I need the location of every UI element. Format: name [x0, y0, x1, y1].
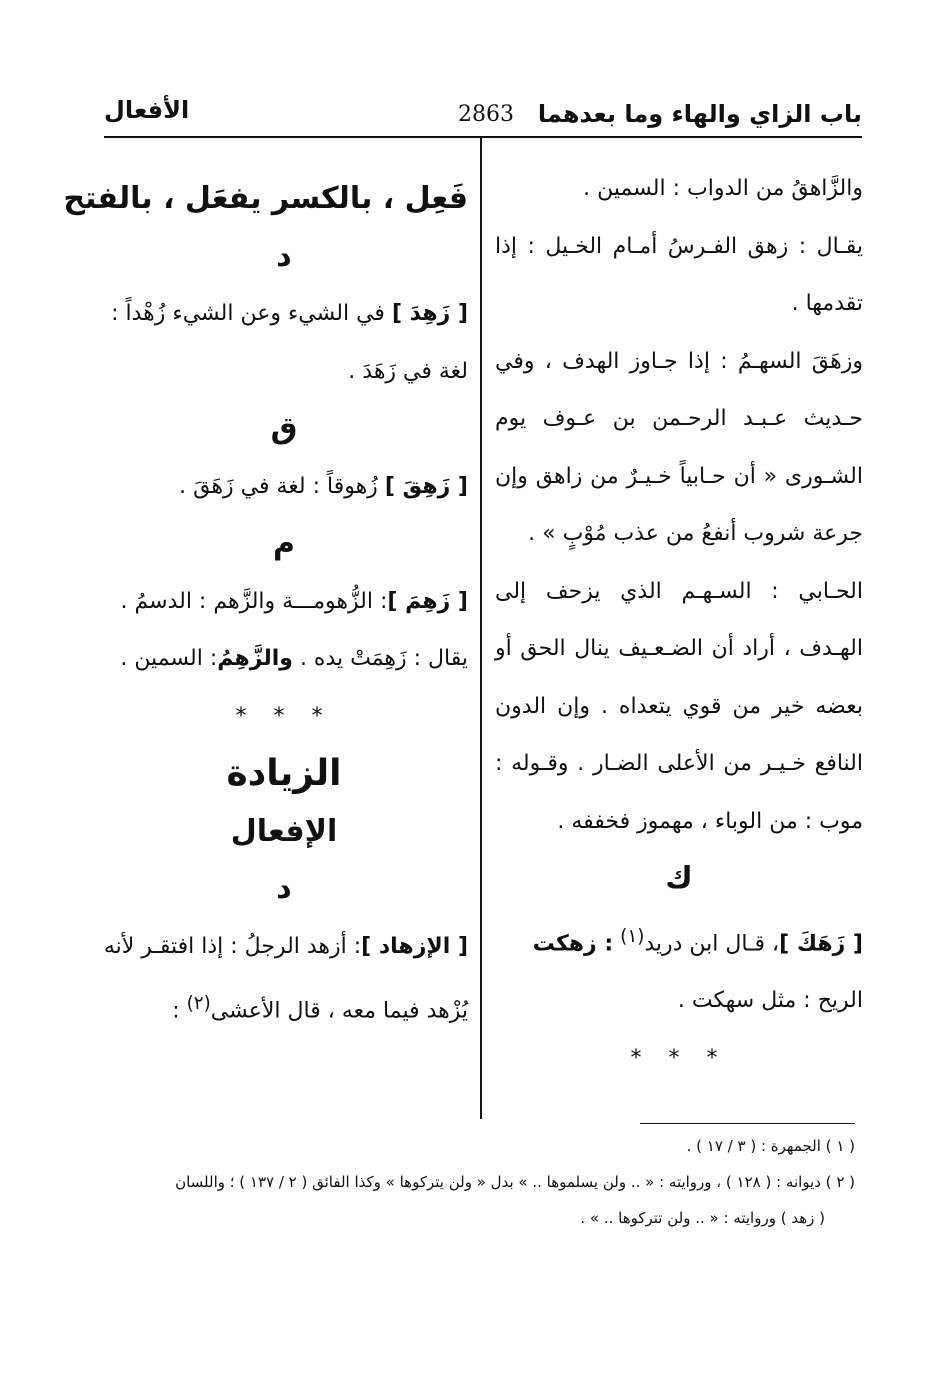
entry-text: : الزُّهومـــة والزَّهم : الدسمُ .	[120, 588, 388, 614]
entry-text: زُهوقاً : لغة في زَهَقَ .	[179, 473, 378, 499]
left-column	[63, 170, 468, 1040]
letter-heading: ك	[665, 861, 693, 896]
footnote: ( ١ ) الجمهرة : ( ٣ / ١٧ ) .	[686, 1137, 855, 1155]
entry-text: : السمين .	[120, 646, 218, 671]
letter-heading: د	[276, 871, 292, 906]
section-title: الأفعال	[104, 96, 190, 124]
text-line: الشـورى « أن حـابياً خـيـرٌ من زاهق وإن	[495, 463, 863, 489]
entry-headword: [ زَهِدَ ]	[391, 301, 468, 326]
text-line: حـديث عـبـد الرحـمن بن عـوف يوم	[495, 406, 863, 431]
header-rule	[104, 136, 862, 138]
text-line	[100, 975, 468, 1040]
text-line: الريح : مثل سهكت .	[677, 988, 863, 1014]
text-line: لغة في زَهَدَ .	[348, 358, 468, 384]
page-number: 2863	[458, 102, 514, 127]
footnote-ref: (٢)	[186, 993, 211, 1014]
text-line: يقـال : زهق الفـرسُ أمـام الخـيل : إذا	[495, 233, 863, 259]
subheading: الإفعال	[230, 813, 338, 849]
text-line: الهـدف ، أراد أن الضـعـيف ينال الحق أو	[495, 636, 863, 661]
section-heading: فَعِل ، بالكسر يفعَل ، بالفتح	[63, 181, 468, 216]
entry-zahida	[100, 285, 468, 343]
footnote-ref: (١)	[620, 925, 645, 947]
text-line: النافع خـيـر من الأعلى الضـار . وقـوله :	[495, 751, 863, 776]
text-line: موب : من الوباء ، مهموز فخففه .	[557, 808, 863, 834]
text-line: جرعة شروب أنفعُ من عذب مُوْبٍ » .	[528, 521, 863, 546]
entry-text: : زهكت	[532, 930, 614, 956]
text-line: تقدمها .	[791, 291, 863, 316]
section-separator: * * *	[235, 703, 333, 729]
letter-heading: ق	[270, 411, 298, 446]
footnotes	[100, 1128, 855, 1236]
entry-text: :	[172, 998, 180, 1024]
entry-headword: [ الإزهاد ]	[361, 933, 468, 959]
letter-heading: د	[276, 238, 292, 274]
entry-headword: [ زَهِمَ ]	[387, 588, 468, 614]
entry-zahiqa	[100, 458, 468, 516]
text-line: بعضه خير من قوي يتعداه . وإن الدون	[495, 693, 863, 719]
entry-zahima	[100, 573, 468, 631]
entry-text: : أزهد الرجلُ : إذا افتقـر لأنه	[103, 933, 362, 959]
right-column	[495, 160, 863, 1087]
entry-headword: [ زَهَكَ ]	[779, 930, 863, 956]
entry-izhad	[100, 918, 468, 976]
entry-zahak	[495, 908, 863, 973]
footnote-rule	[640, 1123, 855, 1124]
entry-text: يقال : زَهِمَتْ يده .	[299, 646, 468, 671]
column-divider	[480, 137, 482, 1119]
footnote: ( ٢ ) ديوانه : ( ١٢٨ ) ، وروايته : « .. ولن يسلموها .. » بدل « ولن يتركوها » وكذا الفائق ( ٢ / ١٣٧ ) ؛ واللسان	[175, 1173, 855, 1191]
section-separator: * * *	[630, 1045, 728, 1071]
text-line: وزهَقَ السهـمُ : إذا جـاوز الهدف ، وفي	[495, 348, 863, 374]
footnote-continuation: ( زهد ) وروايته : « .. ولن تتركوها .. » .	[580, 1209, 825, 1227]
major-heading: الزيادة	[226, 753, 342, 794]
entry-headword: [ زَهِقَ ]	[384, 473, 468, 499]
text-line	[100, 630, 468, 688]
entry-text: في الشيء وعن الشيء زُهْداً :	[111, 301, 385, 326]
entry-text: يُزْهد فيما معه ، قال الأعشى	[210, 998, 468, 1024]
entry-headword: والزَّهِمُ	[217, 646, 293, 671]
text-line: والزَّاهقُ من الدواب : السمين .	[583, 176, 863, 201]
text-line: الحـابي : السـهـم الذي يزحف إلى	[495, 578, 863, 604]
letter-heading: م	[273, 526, 295, 561]
chapter-title: باب الزاي والهاء وما بعدهما	[537, 100, 862, 128]
entry-text: ، قـال ابن دريد	[644, 930, 780, 956]
